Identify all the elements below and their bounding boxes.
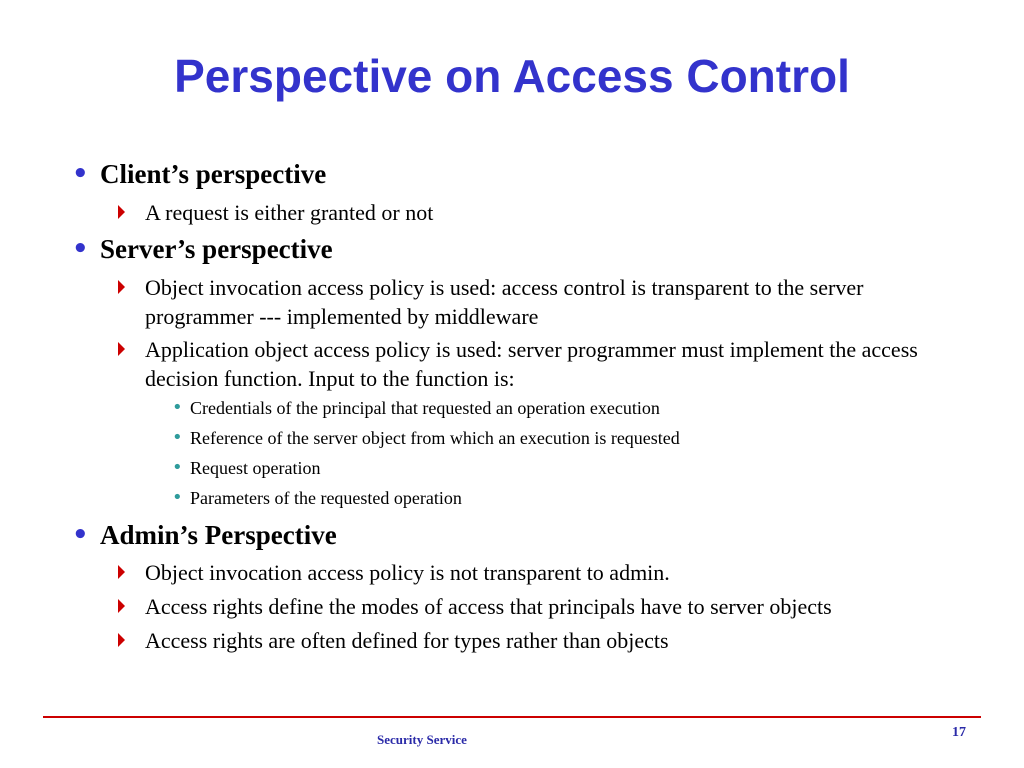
subitem-text: Reference of the server object from which an execution is requested: [190, 428, 680, 448]
dot-bullet-icon: •: [172, 457, 183, 478]
item-access-rights-types: [145, 626, 975, 655]
item-not-transparent-admin: [145, 558, 975, 587]
subitem-credentials: [172, 396, 970, 420]
subitem-reference: [172, 426, 970, 450]
arrow-bullet-icon: [118, 565, 125, 579]
subitem-text: Credentials of the principal that requested an operation execution: [190, 398, 660, 418]
arrow-bullet-icon: [118, 280, 125, 294]
item-text: Object invocation access policy is used: access control is transparent to the server programmer --- implemented by middleware: [145, 275, 864, 329]
item-text: A request is either granted or not: [145, 200, 434, 225]
item-application-object-policy: [145, 335, 975, 393]
subitem-request-operation: [172, 456, 970, 480]
heading-admin-perspective: [72, 519, 337, 551]
arrow-bullet-icon: [118, 342, 125, 356]
footer-divider: [43, 716, 981, 718]
bullet-icon: •: [72, 234, 89, 264]
item-access-rights-modes: [145, 592, 975, 621]
subitem-text: Request operation: [190, 458, 321, 478]
page-number: 17: [952, 725, 966, 740]
dot-bullet-icon: •: [172, 427, 183, 448]
dot-bullet-icon: •: [172, 397, 183, 418]
item-object-invocation-policy: [145, 273, 975, 331]
heading-text: Admin’s Perspective: [100, 520, 337, 550]
bullet-icon: •: [72, 159, 89, 189]
slide-title: Perspective on Access Control: [174, 50, 850, 102]
heading-text: Server’s perspective: [100, 234, 333, 264]
item-text: Access rights are often defined for types rather than objects: [145, 628, 669, 653]
bullet-icon: •: [72, 520, 89, 550]
item-text: Object invocation access policy is not transparent to admin.: [145, 560, 670, 585]
subitem-parameters: [172, 486, 970, 510]
arrow-bullet-icon: [118, 633, 125, 647]
arrow-bullet-icon: [118, 205, 125, 219]
heading-server-perspective: [72, 233, 333, 265]
item-request-granted: [145, 198, 975, 227]
footer-text: Security Service: [377, 732, 467, 747]
subitem-text: Parameters of the requested operation: [190, 488, 462, 508]
dot-bullet-icon: •: [172, 487, 183, 508]
heading-text: Client’s perspective: [100, 159, 327, 189]
item-text: Application object access policy is used: server programmer must implement the access decision function. Input to the function is:: [145, 337, 918, 391]
heading-client-perspective: [72, 158, 327, 190]
arrow-bullet-icon: [118, 599, 125, 613]
item-text: Access rights define the modes of access that principals have to server objects: [145, 594, 832, 619]
